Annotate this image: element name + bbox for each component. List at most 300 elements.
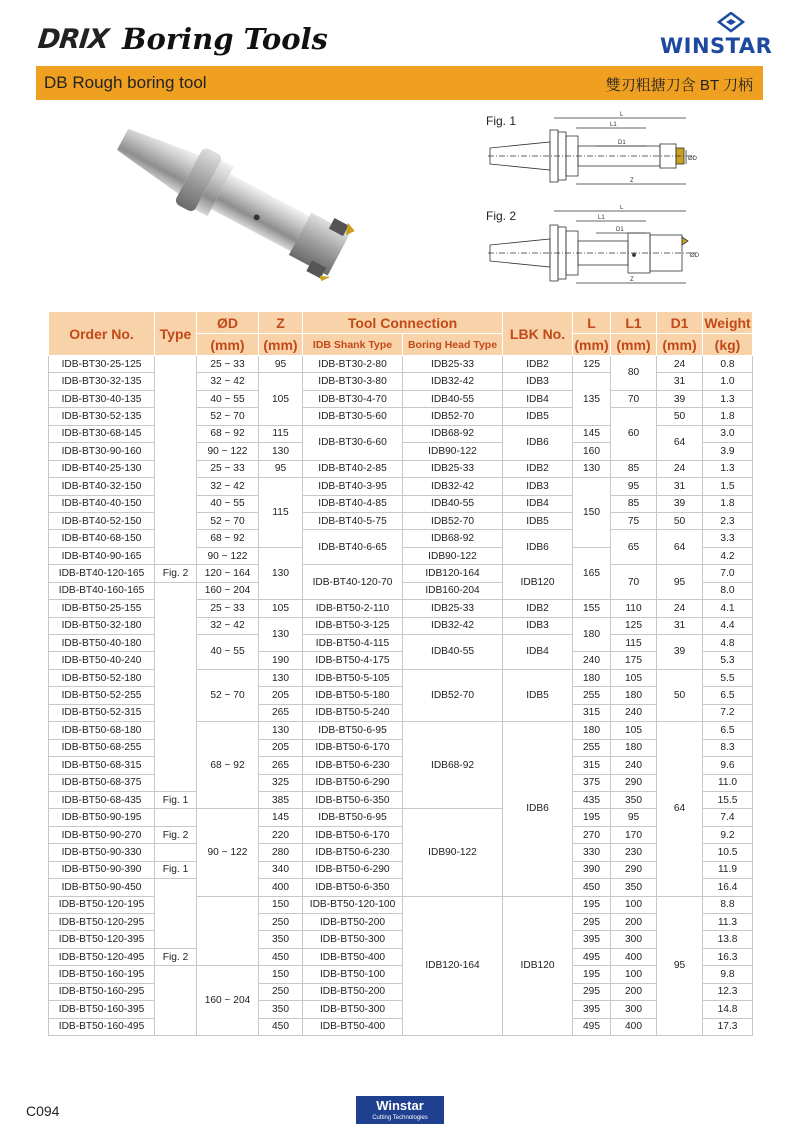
- table-row: [49, 774, 753, 791]
- header-lbk: LBK No.: [503, 312, 573, 356]
- cell-type: [155, 844, 197, 861]
- cell-w: 9.8: [703, 966, 753, 983]
- cell-od: 90 ~ 122: [197, 547, 259, 564]
- cell-w: 1.0: [703, 373, 753, 390]
- table-row: [49, 408, 753, 425]
- cell-order: IDB-BT50-68-255: [49, 739, 155, 756]
- cell-l1: 100: [611, 966, 657, 983]
- cell-l1: 100: [611, 896, 657, 913]
- table-row: [49, 478, 753, 495]
- cell-type: [155, 879, 197, 949]
- cell-od: 32 ~ 42: [197, 617, 259, 634]
- cell-head: IDB120-164: [403, 896, 503, 1036]
- cell-l1: 400: [611, 1018, 657, 1035]
- cell-w: 11.3: [703, 914, 753, 931]
- cell-od: [197, 896, 259, 966]
- cell-w: 16.4: [703, 879, 753, 896]
- cell-l: 270: [573, 826, 611, 843]
- cell-l1: 65: [611, 530, 657, 565]
- fig1-dim-d: ØD: [688, 156, 697, 162]
- cell-d1: 31: [657, 478, 703, 495]
- cell-z: 450: [259, 948, 303, 965]
- cell-head: IDB120-164: [403, 565, 503, 582]
- cell-z: 265: [259, 704, 303, 721]
- cell-l: 390: [573, 861, 611, 878]
- cell-z: 190: [259, 652, 303, 669]
- cell-z: 385: [259, 791, 303, 808]
- cell-w: 7.0: [703, 565, 753, 582]
- cell-order: IDB-BT40-25-130: [49, 460, 155, 477]
- header-od: ØD: [197, 312, 259, 334]
- cell-order: IDB-BT40-32-150: [49, 478, 155, 495]
- table-row: [49, 356, 753, 373]
- table-row: [49, 948, 753, 965]
- header-d1: D1: [657, 312, 703, 334]
- cell-shank: IDB-BT50-200: [303, 914, 403, 931]
- cell-order: IDB-BT50-52-255: [49, 687, 155, 704]
- cell-d1: 64: [657, 425, 703, 460]
- cell-w: 14.8: [703, 1001, 753, 1018]
- cell-w: 10.5: [703, 844, 753, 861]
- cell-head: IDB25-33: [403, 460, 503, 477]
- cell-shank: IDB-BT30-3-80: [303, 373, 403, 390]
- cell-shank: IDB-BT50-6-350: [303, 879, 403, 896]
- table-row: [49, 1018, 753, 1035]
- table-row: [49, 861, 753, 878]
- cell-order: IDB-BT50-90-390: [49, 861, 155, 878]
- cell-z: 130: [259, 617, 303, 652]
- cell-l: 450: [573, 879, 611, 896]
- table-row: [49, 687, 753, 704]
- cell-order: IDB-BT40-52-150: [49, 512, 155, 529]
- cell-lbk: IDB5: [503, 408, 573, 425]
- header-z-unit: (mm): [259, 334, 303, 356]
- cell-order: IDB-BT50-90-195: [49, 809, 155, 826]
- cell-z: 400: [259, 879, 303, 896]
- cell-od: 52 ~ 70: [197, 408, 259, 425]
- cell-l: 165: [573, 547, 611, 599]
- cell-shank: IDB-BT30-4-70: [303, 390, 403, 407]
- table-row: [49, 565, 753, 582]
- cell-order: IDB-BT40-90-165: [49, 547, 155, 564]
- cell-lbk: IDB4: [503, 495, 573, 512]
- table-row: [49, 809, 753, 826]
- cell-shank: IDB-BT40-6-65: [303, 530, 403, 565]
- cell-l: 180: [573, 617, 611, 652]
- fig2-dim-l: L: [620, 205, 624, 211]
- cell-z: 150: [259, 896, 303, 913]
- cell-l: 125: [573, 356, 611, 373]
- cell-z: 105: [259, 600, 303, 617]
- cell-order: IDB-BT50-160-395: [49, 1001, 155, 1018]
- cell-shank: IDB-BT50-6-230: [303, 757, 403, 774]
- fig2-dim-l1: L1: [598, 215, 605, 221]
- cell-w: 6.5: [703, 722, 753, 739]
- cell-l1: 240: [611, 757, 657, 774]
- table-row: [49, 669, 753, 686]
- cell-l: 495: [573, 948, 611, 965]
- cell-w: 9.2: [703, 826, 753, 843]
- cell-head: IDB68-92: [403, 530, 503, 547]
- cell-od: 32 ~ 42: [197, 478, 259, 495]
- cell-w: 13.8: [703, 931, 753, 948]
- cell-type: [155, 356, 197, 565]
- cell-order: IDB-BT50-25-155: [49, 600, 155, 617]
- cell-od: 40 ~ 55: [197, 390, 259, 407]
- cell-shank: IDB-BT50-300: [303, 931, 403, 948]
- fig1-dim-z: Z: [630, 178, 634, 184]
- cell-d1: 95: [657, 896, 703, 1036]
- table-row: [49, 966, 753, 983]
- header-l-unit: (mm): [573, 334, 611, 356]
- table-row: [49, 704, 753, 721]
- table-row: [49, 826, 753, 843]
- footer-logo-name: Winstar: [376, 1098, 424, 1113]
- cell-w: 8.0: [703, 582, 753, 599]
- cell-l: 395: [573, 1001, 611, 1018]
- fig1-dim-d1: D1: [618, 140, 626, 146]
- cell-l1: 95: [611, 478, 657, 495]
- cell-l1: 175: [611, 652, 657, 669]
- cell-l: 135: [573, 373, 611, 425]
- cell-l1: 350: [611, 791, 657, 808]
- cell-shank: IDB-BT40-2-85: [303, 460, 403, 477]
- cell-order: IDB-BT50-40-240: [49, 652, 155, 669]
- cell-z: 115: [259, 425, 303, 442]
- cell-w: 1.8: [703, 408, 753, 425]
- cell-l1: 125: [611, 617, 657, 634]
- cell-order: IDB-BT40-40-150: [49, 495, 155, 512]
- cell-l: 495: [573, 1018, 611, 1035]
- cell-shank: IDB-BT50-4-175: [303, 652, 403, 669]
- cell-order: IDB-BT50-160-495: [49, 1018, 155, 1035]
- table-row: [49, 495, 753, 512]
- cell-lbk: IDB3: [503, 617, 573, 634]
- header-l1-unit: (mm): [611, 334, 657, 356]
- cell-l1: 290: [611, 774, 657, 791]
- cell-order: IDB-BT30-68-145: [49, 425, 155, 442]
- cell-l: 315: [573, 757, 611, 774]
- cell-lbk: IDB4: [503, 390, 573, 407]
- cell-head: IDB40-55: [403, 390, 503, 407]
- cell-shank: IDB-BT30-6-60: [303, 425, 403, 460]
- fig1-dim-l: L: [620, 112, 624, 118]
- cell-z: 325: [259, 774, 303, 791]
- cell-lbk: IDB120: [503, 896, 573, 1036]
- cell-l: 195: [573, 809, 611, 826]
- cell-w: 4.1: [703, 600, 753, 617]
- cell-w: 6.5: [703, 687, 753, 704]
- cell-z: 350: [259, 931, 303, 948]
- cell-head: IDB68-92: [403, 722, 503, 809]
- cell-l1: 70: [611, 390, 657, 407]
- cell-order: IDB-BT40-68-150: [49, 530, 155, 547]
- cell-z: 340: [259, 861, 303, 878]
- cell-w: 11.9: [703, 861, 753, 878]
- cell-d1: 39: [657, 635, 703, 670]
- page-number: C094: [26, 1103, 60, 1119]
- fig1-label: Fig. 1: [486, 114, 517, 128]
- cell-shank: IDB-BT40-5-75: [303, 512, 403, 529]
- cell-d1: 31: [657, 617, 703, 634]
- cell-shank: IDB-BT50-6-350: [303, 791, 403, 808]
- cell-l: 180: [573, 722, 611, 739]
- cell-head: IDB32-42: [403, 478, 503, 495]
- cell-l1: 170: [611, 826, 657, 843]
- table-row: [49, 739, 753, 756]
- cell-head: IDB32-42: [403, 373, 503, 390]
- cell-l1: 105: [611, 722, 657, 739]
- cell-shank: IDB-BT50-6-290: [303, 861, 403, 878]
- cell-d1: 39: [657, 390, 703, 407]
- table-row: [49, 914, 753, 931]
- cell-d1: 31: [657, 373, 703, 390]
- cell-l1: 60: [611, 408, 657, 460]
- footer-logo-tagline: Cutting Technologies: [372, 1115, 428, 1121]
- cell-shank: IDB-BT50-5-180: [303, 687, 403, 704]
- cell-lbk: IDB120: [503, 565, 573, 600]
- cell-z: 205: [259, 687, 303, 704]
- header-type: Type: [155, 312, 197, 356]
- cell-w: 4.2: [703, 547, 753, 564]
- cell-head: IDB52-70: [403, 669, 503, 721]
- cell-w: 11.0: [703, 774, 753, 791]
- cell-shank: IDB-BT30-2-80: [303, 356, 403, 373]
- cell-l: 130: [573, 460, 611, 477]
- header-head: Boring Head Type: [403, 334, 503, 356]
- cell-l: 435: [573, 791, 611, 808]
- cell-w: 5.5: [703, 669, 753, 686]
- cell-l1: 350: [611, 879, 657, 896]
- cell-shank: IDB-BT50-3-125: [303, 617, 403, 634]
- header-shank: IDB Shank Type: [303, 334, 403, 356]
- cell-order: IDB-BT50-90-450: [49, 879, 155, 896]
- cell-l1: 300: [611, 1001, 657, 1018]
- cell-od: 40 ~ 55: [197, 635, 259, 670]
- cell-shank: IDB-BT50-4-115: [303, 635, 403, 652]
- cell-order: IDB-BT50-32-180: [49, 617, 155, 634]
- cell-order: IDB-BT50-120-295: [49, 914, 155, 931]
- header-weight-unit: (kg): [703, 334, 753, 356]
- cell-type: Fig. 2: [155, 565, 197, 582]
- cell-z: 130: [259, 547, 303, 599]
- cell-l1: 290: [611, 861, 657, 878]
- cell-l1: 400: [611, 948, 657, 965]
- cell-z: 95: [259, 356, 303, 373]
- product-photo: [88, 108, 378, 288]
- cell-w: 3.9: [703, 443, 753, 460]
- cell-l1: 115: [611, 635, 657, 652]
- cell-d1: 39: [657, 495, 703, 512]
- cell-shank: IDB-BT50-300: [303, 1001, 403, 1018]
- cell-order: IDB-BT50-160-295: [49, 983, 155, 1000]
- header-z: Z: [259, 312, 303, 334]
- cell-w: 8.8: [703, 896, 753, 913]
- table-row: [49, 931, 753, 948]
- cell-l1: 230: [611, 844, 657, 861]
- cell-l1: 85: [611, 460, 657, 477]
- fig2-dim-d: ØD: [690, 253, 699, 259]
- cell-shank: IDB-BT50-400: [303, 1018, 403, 1035]
- cell-w: 5.3: [703, 652, 753, 669]
- table-row: [49, 652, 753, 669]
- cell-head: IDB90-122: [403, 443, 503, 460]
- cell-w: 3.3: [703, 530, 753, 547]
- cell-shank: IDB-BT30-5-60: [303, 408, 403, 425]
- cell-type: Fig. 1: [155, 791, 197, 808]
- cell-shank: IDB-BT40-3-95: [303, 478, 403, 495]
- fig2-dim-d1: D1: [616, 227, 624, 233]
- cell-w: 1.5: [703, 478, 753, 495]
- cell-l1: 200: [611, 914, 657, 931]
- cell-d1: 64: [657, 530, 703, 565]
- table-row: [49, 512, 753, 529]
- cell-l: 180: [573, 669, 611, 686]
- cell-od: 52 ~ 70: [197, 669, 259, 721]
- cell-l1: 180: [611, 739, 657, 756]
- cell-type: Fig. 2: [155, 948, 197, 965]
- cell-lbk: IDB5: [503, 512, 573, 529]
- cell-z: 205: [259, 739, 303, 756]
- header-order: Order No.: [49, 312, 155, 356]
- cell-l1: 95: [611, 809, 657, 826]
- cell-head: IDB25-33: [403, 356, 503, 373]
- winstar-logo: WINSTAR: [660, 34, 773, 58]
- cell-l1: 105: [611, 669, 657, 686]
- cell-lbk: IDB3: [503, 373, 573, 390]
- cell-z: 130: [259, 669, 303, 686]
- cell-lbk: IDB6: [503, 530, 573, 565]
- cell-head: IDB25-33: [403, 600, 503, 617]
- winstar-logo-icon: [716, 12, 746, 34]
- cell-head: IDB40-55: [403, 495, 503, 512]
- cell-shank: IDB-BT50-6-170: [303, 739, 403, 756]
- cell-order: IDB-BT30-52-135: [49, 408, 155, 425]
- cell-w: 15.5: [703, 791, 753, 808]
- cell-z: 130: [259, 443, 303, 460]
- cell-lbk: IDB3: [503, 478, 573, 495]
- cell-od: 25 ~ 33: [197, 600, 259, 617]
- header-tool-connection: Tool Connection: [303, 312, 503, 334]
- cell-d1: 95: [657, 565, 703, 600]
- cell-order: IDB-BT30-32-135: [49, 373, 155, 390]
- cell-z: 220: [259, 826, 303, 843]
- cell-l1: 300: [611, 931, 657, 948]
- cell-od: 40 ~ 55: [197, 495, 259, 512]
- cell-order: IDB-BT50-68-435: [49, 791, 155, 808]
- cell-lbk: IDB2: [503, 356, 573, 373]
- cell-od: 160 ~ 204: [197, 582, 259, 599]
- cell-od: 68 ~ 92: [197, 722, 259, 809]
- cell-z: 265: [259, 757, 303, 774]
- cell-w: 0.8: [703, 356, 753, 373]
- cell-shank: IDB-BT50-6-290: [303, 774, 403, 791]
- cell-l: 240: [573, 652, 611, 669]
- cell-od: 32 ~ 42: [197, 373, 259, 390]
- cell-w: 1.3: [703, 460, 753, 477]
- cell-order: IDB-BT50-52-180: [49, 669, 155, 686]
- cell-od: 90 ~ 122: [197, 443, 259, 460]
- table-row: [49, 791, 753, 808]
- cell-d1: 50: [657, 512, 703, 529]
- cell-od: 68 ~ 92: [197, 530, 259, 547]
- cell-shank: IDB-BT50-6-170: [303, 826, 403, 843]
- cell-d1: 24: [657, 356, 703, 373]
- spec-table-header: [49, 312, 753, 356]
- cell-order: IDB-BT50-68-315: [49, 757, 155, 774]
- cell-l: 315: [573, 704, 611, 721]
- section-band: [36, 66, 763, 100]
- cell-shank: IDB-BT50-100: [303, 966, 403, 983]
- table-row: [49, 896, 753, 913]
- cell-l: 395: [573, 931, 611, 948]
- cell-order: IDB-BT40-160-165: [49, 582, 155, 599]
- cell-order: IDB-BT30-25-125: [49, 356, 155, 373]
- cell-w: 12.3: [703, 983, 753, 1000]
- cell-type: Fig. 1: [155, 861, 197, 878]
- table-row: [49, 757, 753, 774]
- cell-l1: 180: [611, 687, 657, 704]
- cell-lbk: IDB2: [503, 600, 573, 617]
- cell-order: IDB-BT50-68-180: [49, 722, 155, 739]
- cell-l: 255: [573, 687, 611, 704]
- cell-z: 130: [259, 722, 303, 739]
- table-row: [49, 844, 753, 861]
- fig2-drawing: [486, 205, 706, 290]
- cell-head: IDB68-92: [403, 425, 503, 442]
- cell-od: 90 ~ 122: [197, 809, 259, 896]
- cell-lbk: IDB6: [503, 425, 573, 460]
- fig2-label: Fig. 2: [486, 209, 517, 223]
- fig1-dim-l1: L1: [610, 122, 617, 128]
- cell-d1: 50: [657, 408, 703, 425]
- cell-order: IDB-BT30-40-135: [49, 390, 155, 407]
- cell-order: IDB-BT50-40-180: [49, 635, 155, 652]
- footer-logo: [356, 1096, 444, 1124]
- cell-lbk: IDB2: [503, 460, 573, 477]
- cell-lbk: IDB5: [503, 669, 573, 721]
- cell-shank: IDB-BT50-2-110: [303, 600, 403, 617]
- cell-w: 1.3: [703, 390, 753, 407]
- cell-l: 375: [573, 774, 611, 791]
- cell-order: IDB-BT40-120-165: [49, 565, 155, 582]
- cell-z: 450: [259, 1018, 303, 1035]
- cell-order: IDB-BT50-68-375: [49, 774, 155, 791]
- cell-z: 250: [259, 914, 303, 931]
- cell-w: 3.0: [703, 425, 753, 442]
- cell-head: IDB52-70: [403, 408, 503, 425]
- cell-order: IDB-BT50-52-315: [49, 704, 155, 721]
- cell-l1: 110: [611, 600, 657, 617]
- header-weight: Weight: [703, 312, 753, 334]
- cell-w: 7.4: [703, 809, 753, 826]
- cell-shank: IDB-BT50-6-95: [303, 722, 403, 739]
- cell-shank: IDB-BT50-6-95: [303, 809, 403, 826]
- section-title: DB Rough boring tool: [44, 73, 207, 92]
- cell-od: 120 ~ 164: [197, 565, 259, 582]
- cell-z: 280: [259, 844, 303, 861]
- table-row: [49, 722, 753, 739]
- cell-shank: IDB-BT50-400: [303, 948, 403, 965]
- cell-order: IDB-BT30-90-160: [49, 443, 155, 460]
- cell-d1: 24: [657, 600, 703, 617]
- page-header: [0, 0, 800, 64]
- cell-head: IDB90-122: [403, 809, 503, 896]
- cell-order: IDB-BT50-160-195: [49, 966, 155, 983]
- cell-shank: IDB-BT40-120-70: [303, 565, 403, 600]
- spec-table-body: [49, 356, 753, 1036]
- cell-l: 255: [573, 739, 611, 756]
